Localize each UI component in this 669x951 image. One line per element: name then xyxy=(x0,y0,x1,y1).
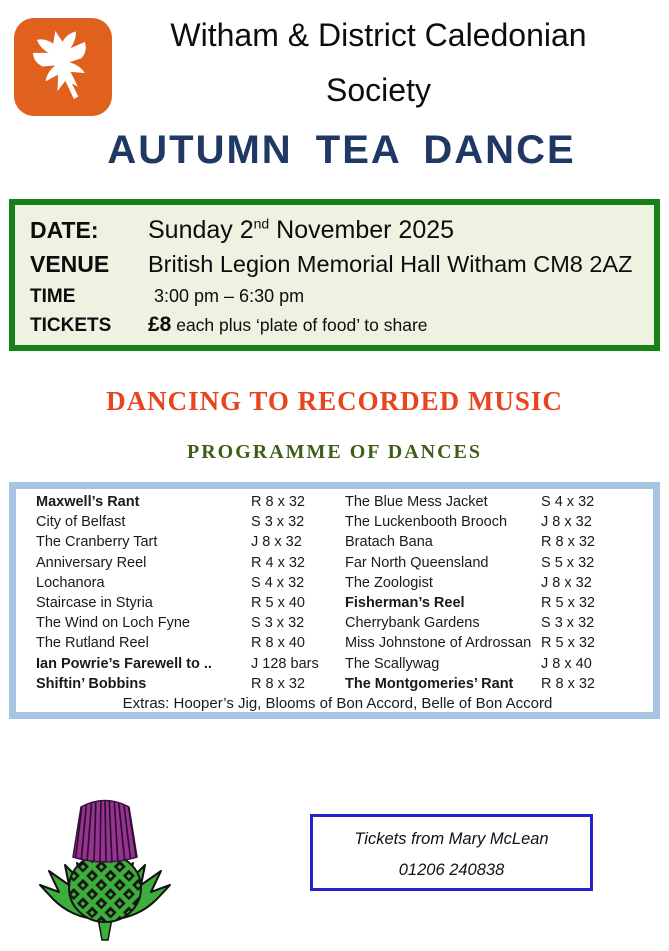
table-row xyxy=(36,654,639,674)
music-heading: DANCING TO RECORDED MUSIC xyxy=(106,386,563,416)
dance-code: J 8 x 32 xyxy=(251,534,302,551)
detail-row-venue xyxy=(30,251,646,286)
dance-name: Ian Powrie’s Farewell to .. xyxy=(36,655,212,672)
table-row xyxy=(36,613,639,633)
table-row xyxy=(36,512,639,532)
sycamore-leaf-icon xyxy=(23,27,103,107)
dance-code: J 8 x 32 xyxy=(541,574,592,591)
tickets-contact: Tickets from Mary McLean xyxy=(354,830,549,848)
detail-row-date xyxy=(30,216,646,251)
tickets-contact-box xyxy=(310,814,593,891)
dance-code: S 3 x 32 xyxy=(541,615,595,632)
tickets-value: £8 each plus ‘plate of food’ to share xyxy=(148,313,428,336)
dance-code: J 8 x 40 xyxy=(541,655,592,672)
society-name xyxy=(118,8,639,118)
dance-code: S 3 x 32 xyxy=(251,514,305,531)
dance-code: J 128 bars xyxy=(251,655,319,672)
tickets-phone: 01206 240838 xyxy=(398,861,505,879)
dance-code: R 8 x 32 xyxy=(541,675,595,692)
dance-code: J 8 x 32 xyxy=(541,514,592,531)
detail-row-tickets xyxy=(30,313,646,340)
society-name-line1: Witham & District Caledonian xyxy=(170,17,587,53)
dance-code: R 4 x 32 xyxy=(251,554,305,571)
dance-name: Miss Johnstone of Ardrossan xyxy=(345,635,532,652)
ticket-price: £8 xyxy=(148,313,172,336)
dance-code: R 8 x 32 xyxy=(251,494,305,510)
dance-name: City of Belfast xyxy=(36,514,126,531)
event-title: AUTUMN TEA DANCE xyxy=(107,128,576,172)
event-details-box xyxy=(9,199,660,351)
dance-name: The Luckenbooth Brooch xyxy=(345,514,508,531)
dance-name: Staircase in Styria xyxy=(36,595,153,612)
table-row xyxy=(36,553,639,573)
date-value: Sunday 2nd November 2025 xyxy=(148,215,455,244)
society-logo xyxy=(14,18,112,116)
dance-code: R 8 x 40 xyxy=(251,635,305,652)
dance-name: Bratach Bana xyxy=(345,534,433,551)
table-row xyxy=(36,674,639,694)
venue-label: VENUE xyxy=(30,251,110,277)
extras-line: Extras: Hooper’s Jig, Blooms of Bon Accord, Belle of Bon Accord xyxy=(122,695,553,713)
dance-name: The Scallywag xyxy=(345,655,440,672)
dance-name: The Wind on Loch Fyne xyxy=(36,615,190,632)
scottish-thistle-icon xyxy=(37,793,177,943)
society-name-line2: Society xyxy=(326,72,431,108)
dance-code: S 4 x 32 xyxy=(251,574,305,591)
time-label: TIME xyxy=(30,286,76,307)
dance-name: Far North Queensland xyxy=(345,554,489,571)
venue-value: British Legion Memorial Hall Witham CM8 2AZ xyxy=(148,251,633,277)
programme-table xyxy=(9,482,660,719)
tickets-label: TICKETS xyxy=(30,315,112,336)
programme-heading: PROGRAMME OF DANCES xyxy=(186,441,483,463)
dance-name: Maxwell’s Rant xyxy=(36,494,140,510)
dance-name: The Zoologist xyxy=(345,574,433,591)
table-row xyxy=(36,532,639,552)
dance-name: Shiftin’ Bobbins xyxy=(36,675,147,692)
dance-name: Fisherman’s Reel xyxy=(345,595,465,612)
dance-code: R 8 x 32 xyxy=(251,675,305,692)
dance-code: S 5 x 32 xyxy=(541,554,595,571)
dance-code: S 4 x 32 xyxy=(541,494,595,510)
dance-name: The Montgomeries’ Rant xyxy=(345,675,514,692)
date-ordinal: nd xyxy=(253,215,270,232)
footer xyxy=(0,719,669,950)
dance-name: The Cranberry Tart xyxy=(36,534,158,551)
table-row xyxy=(36,492,639,512)
dance-code: R 5 x 32 xyxy=(541,635,595,652)
date-label: DATE: xyxy=(30,217,99,243)
time-value: 3:00 pm – 6:30 pm xyxy=(154,286,305,306)
dance-code: R 8 x 32 xyxy=(541,534,595,551)
dance-code: S 3 x 32 xyxy=(251,615,305,632)
dance-name: Anniversary Reel xyxy=(36,554,147,571)
dance-code: R 5 x 40 xyxy=(251,595,305,612)
dance-name: Cherrybank Gardens xyxy=(345,615,480,632)
table-row xyxy=(36,573,639,593)
table-row xyxy=(36,593,639,613)
table-row xyxy=(36,633,639,653)
detail-row-time xyxy=(30,286,646,313)
dance-name: The Blue Mess Jacket xyxy=(345,494,488,510)
tea-dance-flyer xyxy=(0,8,669,951)
dance-code: R 5 x 32 xyxy=(541,595,595,612)
dance-name: Lochanora xyxy=(36,574,105,591)
dance-name: The Rutland Reel xyxy=(36,635,149,652)
